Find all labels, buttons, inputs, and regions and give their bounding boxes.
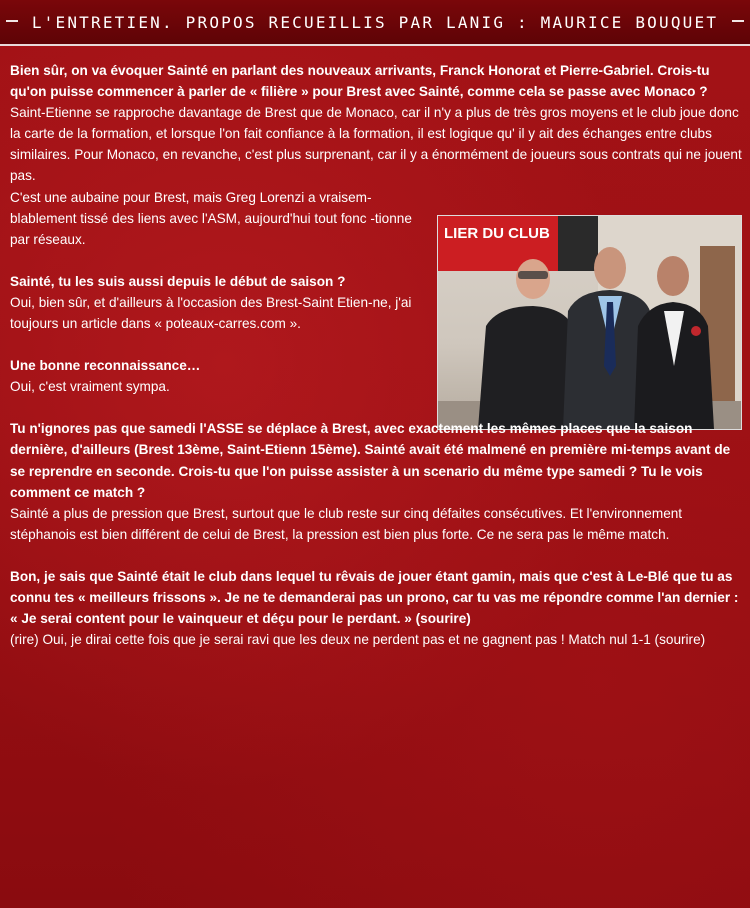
title-rule-right xyxy=(732,20,744,22)
question-2: Sainté, tu les suis aussi depuis le début de saison ? xyxy=(10,273,346,289)
answer-1: Saint-Etienne se rapproche davantage de Brest que de Monaco, car il n'y a plus de très gros moyens et le club joue donc la carte de la formation, et lorsque l'on fait confiance à la formation, il est logique qu' il y ait des échanges entre clubs similaires. Pour Monaco, en revanche, c'est plus surprenant, car il y a énormément de joueurs sous contrats qui ne jouent pas. xyxy=(10,105,742,184)
interview-text xyxy=(10,60,742,650)
answer-4: Sainté a plus de pression que Brest, surtout que le club reste sur cinq défaites consécutives. Et l'environnement stéphanois est bien différent de celui de Brest, la pression est bien plus forte. Ce ne sera pas le même match. xyxy=(10,505,683,542)
answer-2: Oui, bien sûr, et d'ailleurs à l'occasion des Brest-Saint Etien-ne, j'ai toujours un article dans « poteaux-carres.com ». xyxy=(10,294,412,332)
title-rule-left xyxy=(6,20,18,22)
page-title: L'ENTRETIEN. PROPOS RECUEILLIS PAR LANIG : MAURICE BOUQUET xyxy=(31,12,719,32)
banner-text: LIER DU CLUB xyxy=(444,225,550,242)
header-bar xyxy=(0,0,750,46)
question-4: Tu n'ignores pas que samedi l'ASSE se déplace à Brest, avec exactement les mêmes places que la saison dernière, d'ailleurs (Brest 13ème, Saint-Etienn 15ème). Sainté avait été malmené en première mi-temps avant de se reprendre en seconde. Crois-tu que l'on puisse assister à un scenario du même type samedi ? Tu le vois comment ce match ? xyxy=(10,421,731,500)
question-3: Une bonne reconnaissance… xyxy=(10,358,201,374)
answer-1-continued: C'est une aubaine pour Brest, mais Greg Lorenzi a vraisem-blablement tissé des liens avec l'ASM, aujourd'hui tout fonc -tionne par réseaux. xyxy=(10,189,412,247)
question-5: Bon, je sais que Sainté était le club dans lequel tu rêvais de jouer étant gamin, mais que c'est à Le-Blé que tu as connu tes « meilleurs frissons ». Je ne te demanderai pas un prono, car tu vas me répondre comme l'an dernier : « Je serai content pour le vainqueur et déçu pour le perdant. » (sourire) xyxy=(10,568,739,627)
answer-3: Oui, c'est vraiment sympa. xyxy=(10,379,170,395)
answer-5: (rire) Oui, je dirai cette fois que je serai ravi que les deux ne perdent pas et ne gagnent pas ! Match nul 1-1 (sourire) xyxy=(10,632,706,648)
question-1: Bien sûr, on va évoquer Sainté en parlant des nouveaux arrivants, Franck Honorat et Pierre-Gabriel. Crois-tu qu'on puisse commencer à parler de « filière » pour Brest avec Sainté, comme cela se passe avec Monaco ? xyxy=(10,63,710,100)
